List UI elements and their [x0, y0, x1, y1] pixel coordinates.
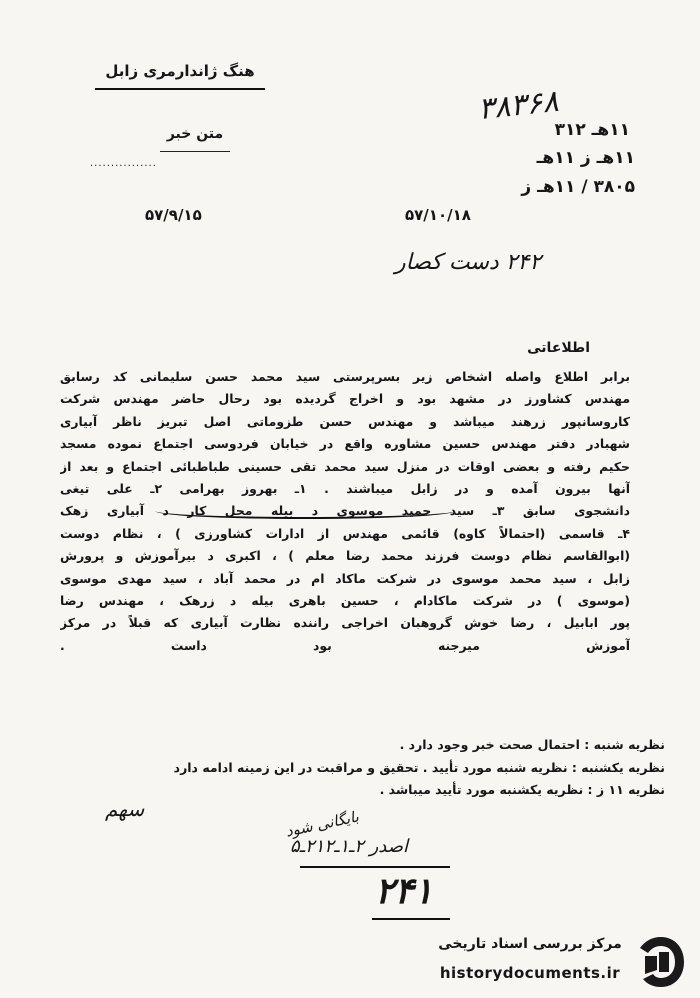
body-line: (موسوی ) در شرکت ماکادام ، حسین باهری بیله د زرهک ، مهندس رضا [60, 592, 630, 608]
reference-line-3: ۳۸۰۵ / ۱۱هـ ز [521, 177, 635, 197]
body-line: زابل ، سید محمد موسوی در شرکت ماکاد ام در محمد آباد ، سید مهدی موسوی [60, 570, 630, 586]
reference-line-1: ۱۱هـ ۳۱۲ [554, 120, 630, 140]
reference-line-2: ۱۱هـ ز ۱۱هـ [536, 148, 635, 168]
issue-signature: بایگانی شود [283, 807, 361, 841]
page-number-underline [372, 918, 450, 920]
date-right: ۵۷/۱۰/۱۸ [405, 206, 471, 224]
issue-note-underline [300, 866, 450, 868]
organization-header: هنگ ژاندارمری زابل [105, 62, 255, 80]
watermark-name: مرکز بررسی اسناد تاریخی [438, 936, 622, 952]
salutation: اطلاعاتی [527, 340, 590, 356]
body-line: (ابوالقاسم نظام دوست فرزند محمد رضا معلم ) ، اکبری د بیرآموزش و پرورش [60, 548, 630, 564]
opinions-section [55, 734, 665, 802]
body-line: آموزش میرجنه بود داست . [60, 637, 630, 653]
handwritten-signature: سهم [105, 797, 145, 821]
opinion-line: نظریه شنبه : احتمال صحت خبر وجود دارد . [399, 737, 665, 752]
handwritten-underline-mark [155, 503, 455, 519]
issue-note: اصدر ۲ـ۱ـ۲۱۲ـ۵ [290, 836, 409, 857]
watermark-logo [430, 932, 690, 992]
body-line: آنها بیرون آمده و در زابل میباشند . ۱ـ بهروز بهرامی ۲ـ علی تیغی [60, 480, 630, 496]
dotted-separator: ................ [90, 158, 157, 169]
handwritten-reference-top: ۳۸۳۶۸ [476, 83, 561, 128]
watermark-url: historydocuments.ir [439, 964, 621, 982]
body-line: برابر اطلاع واصله اشخاص زیر بسرپرستی سید محمد حسن سلیمانی کد رسابق [60, 369, 630, 384]
body-line: پور ابابیل ، رضا خوش گروهبان اخراجی راننده نظارت آبیاری که قبلاً در مرکز [60, 615, 630, 631]
opinion-line: نظریه ۱۱ ز : نظریه یکشنبه مورد تأیید میباشد . [379, 782, 665, 797]
organization-underline [95, 88, 265, 90]
date-left: ۵۷/۹/۱۵ [145, 206, 202, 224]
body-line: شهبادر دفتر مهندس حسین مشاوره واقع در خیابان فردوسی اجتماع نموده مسجد [60, 436, 630, 452]
body-line: حکیم رفته و بعضی اوقات در منزل سید محمد تقی حسینی طباطبائی اجتماع و بعد از [60, 458, 630, 474]
body-line: کاروسانپور زرهند میباشد و مهندس حسن طزوماتی اصل تبریز ناظر آبیاری [60, 413, 630, 429]
body-line: دانشجوی سابق ۳ـ سید حمید موسوی د بیله محل کار د آبیاری زهک [60, 503, 630, 519]
document-subtitle: متن خبر [166, 126, 224, 142]
body-line: ۴ـ قاسمی (احتمالاً کاوه) قائمی مهندس از ادارات کشاورزی ) ، نظام دوست [60, 525, 630, 541]
body-line: مهندس کشاورز در مشهد بود و اخراج گردیده بود رحال حاضر مهندس شرکت [60, 391, 630, 407]
subtitle-underline [160, 151, 230, 152]
page-number-handwritten: ۲۴۱ [375, 870, 434, 912]
handwritten-reference-mid: ۲۴۲ دست کصار [395, 250, 542, 275]
archive-logo-icon [635, 934, 687, 990]
opinion-line: نظریه یکشنبه : نظریه شنبه مورد تأیید . تحقیق و مراقبت در این زمینه ادامه دارد [173, 759, 665, 775]
